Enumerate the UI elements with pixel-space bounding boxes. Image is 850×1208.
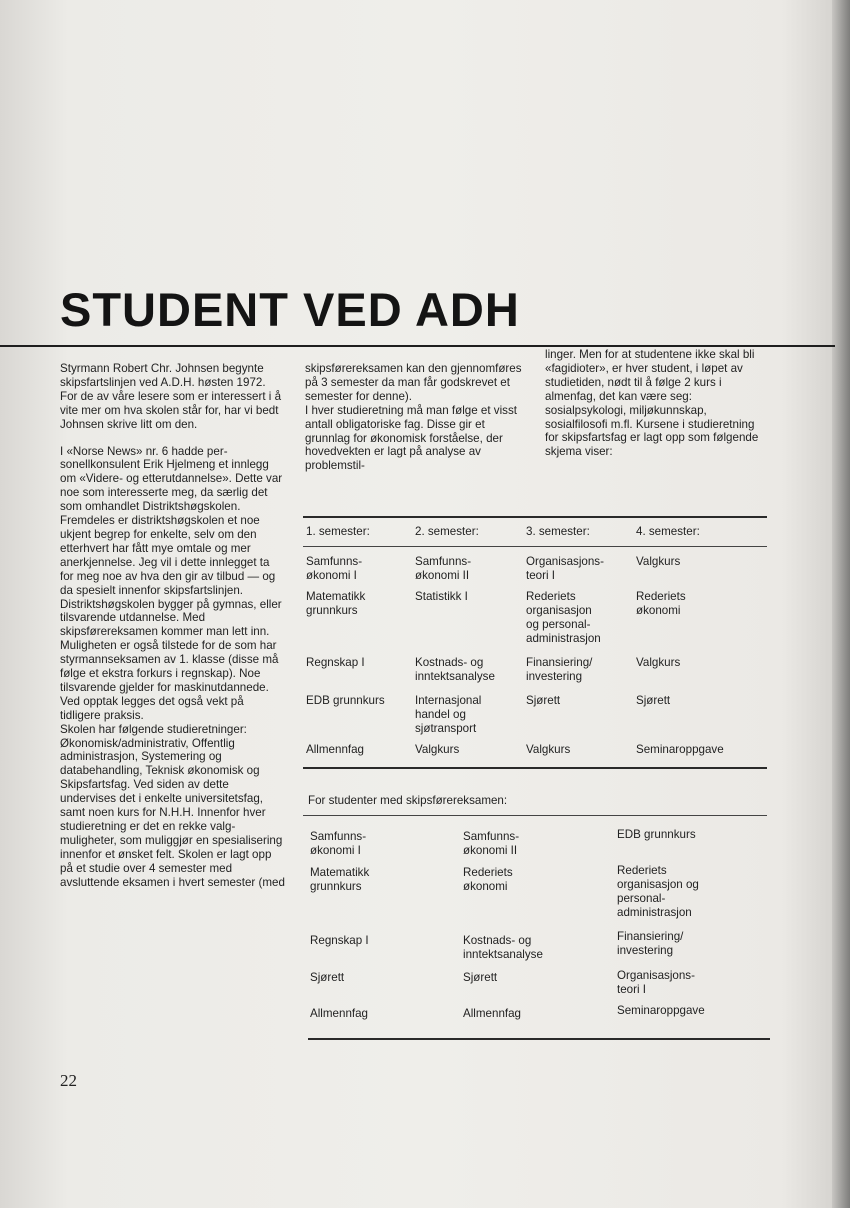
cell-line: Rederiets — [636, 590, 686, 603]
cell-line: Allmennfag — [310, 1007, 369, 1020]
cell-line: Kostnads- og — [463, 934, 532, 947]
header-rule — [303, 546, 767, 547]
page-edge-shadow — [832, 0, 850, 1208]
cell-line: økonomi I — [306, 569, 357, 582]
paragraph: skipsførereksamen kan den gjennomføres på 3 semester da man får godskrevet et semester for denne). — [305, 362, 522, 403]
cell-line: Sjørett — [310, 971, 345, 984]
table-cell — [415, 555, 471, 583]
table-bottom-rule — [303, 767, 767, 769]
table-cell — [636, 743, 724, 757]
cell-line: Rederiets — [526, 590, 576, 603]
cell-line: Sjørett — [463, 971, 498, 984]
paragraph: I «Norse News» nr. 6 hadde personellkonsulent Erik Hjelmeng et innlegg om «Videre- og etterutdannelse». Dette var noe som interesserte meg, da særlig det som omhandlet Distriktshøgskolen. — [60, 444, 283, 514]
cell-line: EDB grunnkurs — [306, 694, 385, 707]
cell-line: Samfunns- — [463, 830, 520, 843]
table-cell — [526, 694, 560, 708]
cell-line: Statistikk I — [415, 590, 468, 603]
paragraph: Distriktshøgskolen bygger på gymnas, eller tilsvarende utdannelse. Med skipsførereksamen kommer man lett inn. Muligheten er også tilstede for de som har styrmannseksamen av 1. klasse (disse må følge et ekstra forkurs i regnskap). Noe tilsvarende gjelder for maskinutdannede. Ved opptak legges det også vekt på tidligere praksis. — [60, 597, 282, 722]
cell-line: Sjørett — [526, 694, 561, 707]
table-cell — [617, 1004, 705, 1018]
table-cell — [636, 694, 670, 708]
cell-line: personal- — [617, 892, 666, 905]
cell-line: organisasjon — [526, 604, 592, 617]
table-cell — [463, 971, 497, 985]
cell-line: Rederiets — [617, 864, 667, 877]
column-header: 4. semester: — [636, 525, 700, 538]
cell-line: teori I — [526, 569, 555, 582]
table-caption: For studenter med skipsførereksamen: — [308, 794, 508, 807]
table-bottom-rule — [308, 1038, 770, 1040]
cell-line: Samfunns- — [306, 555, 363, 568]
cell-line: økonomi II — [463, 844, 518, 857]
text-column-2 — [305, 362, 527, 473]
table-cell — [526, 555, 604, 583]
table-cell — [415, 743, 459, 757]
table-cell — [636, 555, 680, 569]
table-cell — [463, 1007, 521, 1021]
cell-line: Finansiering/ — [526, 656, 593, 669]
table-cell — [310, 866, 369, 894]
cell-line: Finansiering/ — [617, 930, 684, 943]
cell-line: grunnkurs — [306, 604, 358, 617]
table-cell — [306, 555, 362, 583]
paragraph: Skolen har følgende studieretninger: Økonomisk/administrativ, Offentlig administrasjon, Systemering og databehandling, Teknisk økonomisk og Skipsfartsfag. Ved siden av dette undervises det i enkelte universitetsfag, samt noen kurs for N.H.H. Innenfor hver studieretning er det en rekke valgmuligheter, som muliggjør en spesialisering innenfor et ønsket felt. Skolen er lagt opp på et studie over 4 semester med avsluttende eksamen i hvert semester (med — [60, 722, 285, 889]
cell-line: Kostnads- og — [415, 656, 484, 669]
cell-line: teori I — [617, 983, 646, 996]
cell-line: og personal- — [526, 618, 591, 631]
page-number: 22 — [60, 1071, 77, 1090]
table-cell — [306, 694, 385, 708]
cell-line: Samfunns- — [310, 830, 367, 843]
cell-line: grunnkurs — [310, 880, 362, 893]
table-cell — [526, 743, 570, 757]
paragraph: linger. Men for at studentene ikke skal bli «fagidioter», er hver student, i løpet av studietiden, nødt til å følge 2 kurs i almenfag, det kan være seg: sosialpsykologi, miljøkunnskap, sosialfilosofi m.fl. Kursene i studieretning for skipsfartsfag er lagt opp som følgende skjema viser: — [545, 348, 759, 459]
cell-line: Allmennfag — [463, 1007, 522, 1020]
table-cell — [636, 590, 686, 618]
cell-line: Valgkurs — [636, 656, 681, 669]
cell-line: Internasjonal — [415, 694, 482, 707]
column-header: 2. semester: — [415, 525, 479, 538]
table-cell — [306, 656, 365, 670]
column-header: 3. semester: — [526, 525, 590, 538]
paragraph: Styrmann Robert Chr. Johnsen begynte skipsfartslinjen ved A.D.H. høsten 1972. For de av våre lesere som er interessert i å vite mer om hva skolen står for, har vi bedt Johnsen skrive litt om den. — [60, 362, 282, 431]
cell-line: inntektsanalyse — [463, 948, 543, 961]
cell-line: sjøtransport — [415, 722, 477, 735]
cell-line: investering — [617, 944, 674, 957]
cell-line: Seminaroppgave — [636, 743, 724, 756]
cell-line: Valgkurs — [636, 555, 681, 568]
cell-line: Samfunns- — [415, 555, 472, 568]
cell-line: Seminaroppgave — [617, 1004, 705, 1017]
cell-line: administrasjon — [526, 632, 601, 645]
table-cell — [415, 656, 495, 684]
table-cell — [306, 743, 364, 757]
table-cell — [636, 656, 680, 670]
table-cell — [463, 934, 543, 962]
table-cell — [310, 971, 344, 985]
cell-line: Valgkurs — [526, 743, 571, 756]
cell-line: Organisasjons- — [617, 969, 695, 982]
table-cell — [617, 828, 696, 842]
text-column-3 — [545, 348, 767, 459]
article-title: STUDENT VED ADH — [60, 283, 520, 336]
table-cell — [415, 694, 481, 736]
cell-line: EDB grunnkurs — [617, 828, 696, 841]
cell-line: Regnskap I — [310, 934, 369, 947]
cell-line: Sjørett — [636, 694, 671, 707]
table-cell — [617, 969, 695, 997]
cell-line: Organisasjons- — [526, 555, 604, 568]
caption-rule — [303, 815, 767, 816]
cell-line: Matematikk — [310, 866, 370, 879]
table-cell — [617, 930, 683, 958]
cell-line: administrasjon — [617, 906, 692, 919]
table-cell — [526, 590, 601, 646]
table-cell — [617, 864, 699, 920]
cell-line: Regnskap I — [306, 656, 365, 669]
cell-line: økonomi I — [310, 844, 361, 857]
paragraph: Fremdeles er distriktshøgskolen et noe ukjent begrep for enkelte, selv om den etterhvert har fått mye omtale og mer anerkjennelse. Jeg vil i dette innlegget ta for meg noe av hva den gir av tilbud — og da spesielt innenfor skipsfartslinjen. — [60, 514, 276, 597]
text-column-1 — [60, 362, 285, 890]
cell-line: organisasjon og — [617, 878, 699, 891]
table-cell — [463, 866, 513, 894]
cell-line: Allmennfag — [306, 743, 365, 756]
cell-line: Matematikk — [306, 590, 366, 603]
table-cell — [310, 830, 366, 858]
table-top-rule — [303, 516, 767, 518]
paragraph: I hver studieretning må man følge et visst antall obligatoriske fag. Disse gir et grunnlag for økonomisk forståelse, der hovedvekten er lagt på analyse av problemstil- — [305, 403, 517, 473]
table-cell — [310, 1007, 368, 1021]
cell-line: økonomi II — [415, 569, 470, 582]
table-cell — [526, 656, 592, 684]
cell-line: inntektsanalyse — [415, 670, 495, 683]
cell-line: Valgkurs — [415, 743, 460, 756]
cell-line: økonomi — [463, 880, 508, 893]
table-cell — [306, 590, 365, 618]
table-cell — [310, 934, 369, 948]
title-rule — [0, 345, 835, 347]
table-cell — [463, 830, 519, 858]
column-header: 1. semester: — [306, 525, 370, 538]
cell-line: økonomi — [636, 604, 681, 617]
table-cell — [415, 590, 468, 604]
cell-line: handel og — [415, 708, 466, 721]
cell-line: investering — [526, 670, 583, 683]
cell-line: Rederiets — [463, 866, 513, 879]
